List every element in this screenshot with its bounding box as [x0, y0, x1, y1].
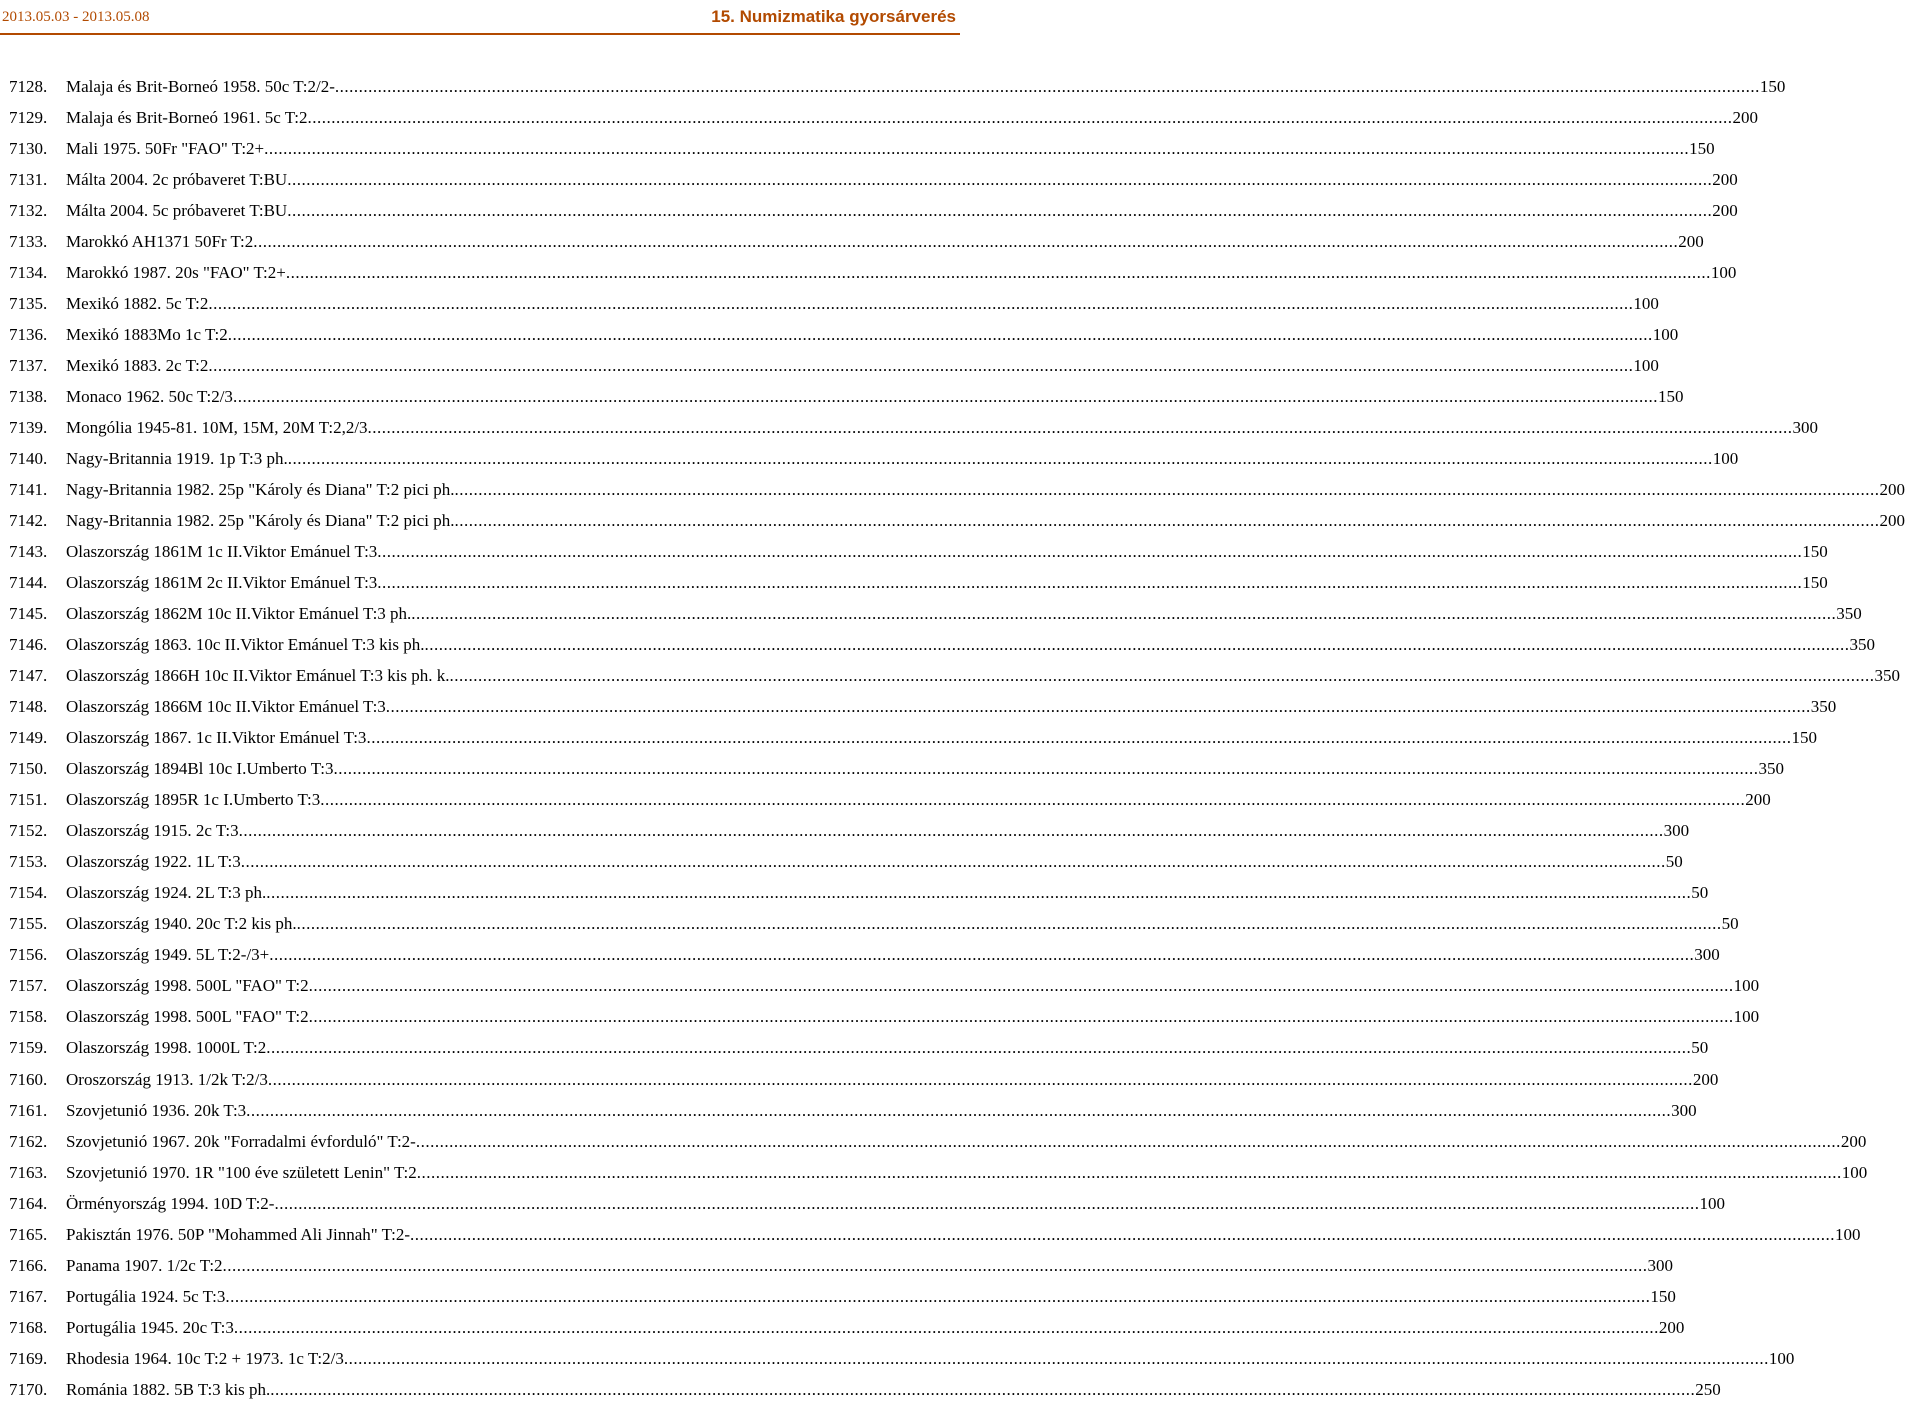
lot-description: Olaszország 1862M 10c II.Viktor Emánuel T:3 ph. — [66, 604, 412, 624]
lot-entry — [66, 226, 1704, 257]
lot-number: 7140. — [9, 449, 48, 469]
lot-row — [0, 288, 1659, 319]
lot-price: 100 — [1835, 1224, 1861, 1244]
lot-entry — [66, 815, 1690, 846]
lot-number: 7156. — [9, 945, 48, 965]
lot-row — [0, 629, 1876, 660]
dot-leader: ............................................................................................................................................................................................................................................................................................................ — [416, 1162, 1842, 1182]
lot-price: 100 — [1633, 294, 1659, 314]
lot-description: Olaszország 1895R 1c I.Umberto T:3 — [66, 790, 321, 810]
lot-description: Szovjetunió 1970. 1R "100 éve született Lenin" T:2 — [66, 1162, 417, 1182]
lot-description: Olaszország 1915. 2c T:3 — [66, 821, 239, 841]
lot-entry — [66, 257, 1737, 288]
lot-price: 100 — [1733, 1007, 1760, 1027]
lot-entry — [66, 753, 1784, 784]
lot-price: 100 — [1633, 356, 1659, 376]
lot-price: 50 — [1665, 852, 1683, 872]
lot-price: 350 — [1836, 604, 1862, 624]
lot-entry — [66, 102, 1759, 133]
lot-row — [0, 939, 1720, 970]
lot-description: Románia 1882. 5B T:3 kis ph. — [66, 1379, 271, 1399]
dot-leader: ............................................................................................................................................................................................................................................................................................................ — [246, 1100, 1672, 1120]
lot-description: Rhodesia 1964. 10c T:2 + 1973. 1c T:2/3 — [66, 1348, 344, 1368]
lot-number: 7138. — [9, 387, 48, 407]
lot-number: 7170. — [9, 1379, 48, 1399]
lot-price: 300 — [1694, 945, 1720, 965]
lot-row — [0, 598, 1862, 629]
lot-description: Marokkó 1987. 20s "FAO" T:2+ — [66, 263, 286, 283]
lot-number: 7166. — [9, 1255, 48, 1275]
lot-row — [0, 102, 1759, 133]
lot-entry — [66, 691, 1837, 722]
lot-price: 100 — [1841, 1162, 1868, 1182]
lot-number: 7152. — [9, 821, 48, 841]
dot-leader: ............................................................................................................................................................................................................................................................................................................ — [269, 945, 1695, 965]
lot-row — [0, 1312, 1685, 1343]
lot-number: 7148. — [9, 697, 48, 717]
lot-description: Oroszország 1913. 1/2k T:2/3 — [66, 1069, 268, 1089]
lot-entry — [66, 505, 1905, 536]
lot-number: 7145. — [9, 604, 48, 624]
lot-price: 300 — [1671, 1100, 1697, 1120]
lot-number: 7158. — [9, 1007, 48, 1027]
dot-leader: ............................................................................................................................................................................................................................................................................................................ — [343, 1348, 1769, 1368]
lot-entry — [66, 1001, 1760, 1032]
lot-number: 7164. — [9, 1193, 48, 1213]
lot-number: 7157. — [9, 976, 48, 996]
dot-leader: ............................................................................................................................................................................................................................................................................................................ — [308, 1007, 1734, 1027]
auction-date-range: 2013.05.03 - 2013.05.08 — [2, 8, 150, 25]
lot-price: 200 — [1879, 511, 1905, 531]
lot-row — [0, 722, 1817, 753]
lot-entry — [66, 939, 1720, 970]
lot-row — [0, 567, 1828, 598]
page-header — [0, 0, 960, 34]
lot-description: Szovjetunió 1967. 20k "Forradalmi évforduló" T:2- — [66, 1131, 416, 1151]
lot-price: 100 — [1712, 449, 1739, 469]
lot-price: 100 — [1733, 976, 1760, 996]
lot-number: 7151. — [9, 790, 48, 810]
lot-number: 7135. — [9, 294, 48, 314]
lot-price: 350 — [1758, 759, 1784, 779]
lot-number: 7149. — [9, 728, 48, 748]
lot-number: 7143. — [9, 542, 48, 562]
lot-description: Olaszország 1866M 10c II.Viktor Emánuel T:3 — [66, 697, 386, 717]
lot-number: 7129. — [9, 108, 48, 128]
lot-entry — [66, 970, 1760, 1001]
lot-price: 200 — [1692, 1069, 1719, 1089]
lot-row — [0, 846, 1683, 877]
lot-row — [0, 691, 1837, 722]
lot-description: Málta 2004. 2c próbaveret T:BU — [66, 170, 288, 190]
lot-row — [0, 1188, 1725, 1219]
dot-leader: ............................................................................................................................................................................................................................................................................................................ — [270, 1379, 1696, 1399]
dot-leader: ............................................................................................................................................................................................................................................................................................................ — [287, 201, 1713, 221]
dot-leader: ............................................................................................................................................................................................................................................................................................................ — [366, 728, 1792, 748]
lot-description: Marokkó AH1371 50Fr T:2 — [66, 232, 254, 252]
dot-leader: ............................................................................................................................................................................................................................................................................................................ — [410, 1224, 1836, 1244]
lot-entry — [66, 195, 1738, 226]
lot-number: 7142. — [9, 511, 48, 531]
lot-entry — [66, 288, 1659, 319]
lot-entry — [66, 567, 1828, 598]
lot-row — [0, 195, 1738, 226]
dot-leader: ............................................................................................................................................................................................................................................................................................................ — [296, 914, 1722, 934]
lot-number: 7161. — [9, 1100, 48, 1120]
lot-description: Olaszország 1863. 10c II.Viktor Emánuel T:3 kis ph. — [66, 635, 425, 655]
lot-description: Olaszország 1949. 5L T:2-/3+ — [66, 945, 270, 965]
lot-price: 150 — [1791, 728, 1817, 748]
dot-leader: ............................................................................................................................................................................................................................................................................................................ — [454, 480, 1880, 500]
lot-number: 7128. — [9, 77, 48, 96]
lot-description: Olaszország 1867. 1c II.Viktor Emánuel T:3 — [66, 728, 367, 748]
lot-description: Olaszország 1894Bl 10c I.Umberto T:3 — [66, 759, 334, 779]
lot-description: Monaco 1962. 50c T:2/3 — [66, 387, 233, 407]
lot-row — [0, 784, 1771, 815]
dot-leader: ............................................................................................................................................................................................................................................................................................................ — [227, 325, 1653, 345]
lot-row — [0, 71, 1786, 102]
lot-price: 200 — [1840, 1131, 1867, 1151]
lot-description: Malaja és Brit-Borneó 1958. 50c T:2/2- — [66, 77, 335, 96]
dot-leader: ............................................................................................................................................................................................................................................................................................................ — [454, 511, 1880, 531]
lot-description: Nagy-Britannia 1919. 1p T:3 ph. — [66, 449, 288, 469]
lot-entry — [66, 660, 1901, 691]
lot-row — [0, 474, 1905, 505]
lot-row — [0, 1095, 1697, 1126]
lot-row — [0, 1032, 1709, 1063]
lot-description: Malaja és Brit-Borneó 1961. 5c T:2 — [66, 108, 308, 128]
lot-row — [0, 1001, 1760, 1032]
lot-row — [0, 1157, 1868, 1188]
lot-price: 100 — [1652, 325, 1679, 345]
lot-entry — [66, 474, 1905, 505]
lot-entry — [66, 1250, 1674, 1281]
dot-leader: ............................................................................................................................................................................................................................................................................................................ — [385, 697, 1811, 717]
lot-description: Nagy-Britannia 1982. 25p "Károly és Diana" T:2 pici ph. — [66, 480, 455, 500]
lot-price: 100 — [1710, 263, 1737, 283]
auction-title: 15. Numizmatika gyorsárverés — [711, 7, 956, 26]
dot-leader: ............................................................................................................................................................................................................................................................................................................ — [377, 573, 1803, 593]
lot-number: 7139. — [9, 418, 48, 438]
dot-leader: ............................................................................................................................................................................................................................................................................................................ — [449, 666, 1875, 686]
lot-price: 150 — [1802, 542, 1828, 562]
lot-description: Mexikó 1883. 2c T:2 — [66, 356, 209, 376]
lot-number: 7168. — [9, 1317, 48, 1337]
lot-description: Olaszország 1924. 2L T:3 ph. — [66, 883, 267, 903]
lot-entry — [66, 1188, 1725, 1219]
lot-row — [0, 257, 1737, 288]
lot-price: 350 — [1849, 635, 1876, 655]
lot-entry — [66, 629, 1876, 660]
lot-entry — [66, 598, 1862, 629]
lot-description: Portugália 1924. 5c T:3 — [66, 1286, 226, 1306]
lot-description: Olaszország 1861M 2c II.Viktor Emánuel T:3 — [66, 573, 378, 593]
lot-price: 100 — [1768, 1348, 1795, 1368]
dot-leader: ............................................................................................................................................................................................................................................................................................................ — [208, 294, 1634, 314]
lot-entry — [66, 846, 1683, 877]
lot-row — [0, 1374, 1721, 1405]
lot-entry — [66, 1312, 1685, 1343]
dot-leader: ............................................................................................................................................................................................................................................................................................................ — [287, 449, 1713, 469]
dot-leader: ............................................................................................................................................................................................................................................................................................................ — [424, 635, 1850, 655]
lot-number: 7155. — [9, 914, 48, 934]
lot-row — [0, 505, 1905, 536]
lot-number: 7154. — [9, 883, 48, 903]
lot-price: 150 — [1650, 1286, 1676, 1306]
dot-leader: ............................................................................................................................................................................................................................................................................................................ — [266, 1038, 1692, 1058]
lot-price: 150 — [1657, 387, 1684, 407]
lot-price: 250 — [1695, 1379, 1721, 1399]
lot-number: 7144. — [9, 573, 48, 593]
dot-leader: ............................................................................................................................................................................................................................................................................................................ — [253, 232, 1679, 252]
lot-price: 200 — [1732, 108, 1759, 128]
lot-description: Portugália 1945. 20c T:3 — [66, 1317, 234, 1337]
lot-row — [0, 350, 1659, 381]
lot-price: 200 — [1712, 201, 1738, 221]
dot-leader: ............................................................................................................................................................................................................................................................................................................ — [238, 821, 1664, 841]
lot-entry — [66, 1281, 1676, 1312]
lot-description: Olaszország 1922. 1L T:3 — [66, 852, 241, 872]
lot-entry — [66, 536, 1828, 567]
dot-leader: ............................................................................................................................................................................................................................................................................................................ — [377, 542, 1803, 562]
lot-price: 350 — [1874, 666, 1901, 686]
lot-description: Mexikó 1883Mo 1c T:2 — [66, 325, 228, 345]
lot-row — [0, 133, 1715, 164]
dot-leader: ............................................................................................................................................................................................................................................................................................................ — [232, 387, 1658, 407]
dot-leader: ............................................................................................................................................................................................................................................................................................................ — [267, 1069, 1693, 1089]
lot-row — [0, 226, 1704, 257]
lot-entry — [66, 877, 1709, 908]
lot-entry — [66, 71, 1786, 102]
lot-row — [0, 1219, 1861, 1250]
lot-number: 7147. — [9, 666, 48, 686]
lot-entry — [66, 722, 1817, 753]
lot-number: 7163. — [9, 1162, 48, 1182]
dot-leader: ............................................................................................................................................................................................................................................................................................................ — [222, 1255, 1648, 1275]
lot-row — [0, 412, 1819, 443]
lot-row — [0, 381, 1684, 412]
dot-leader: ............................................................................................................................................................................................................................................................................................................ — [225, 1286, 1651, 1306]
lot-entry — [66, 1343, 1795, 1374]
lot-description: Mali 1975. 50Fr "FAO" T:2+ — [66, 139, 265, 159]
lot-row — [0, 753, 1784, 784]
lot-description: Olaszország 1998. 500L "FAO" T:2 — [66, 1007, 309, 1027]
lot-price: 50 — [1691, 883, 1709, 903]
dot-leader: ............................................................................................................................................................................................................................................................................................................ — [333, 759, 1759, 779]
lot-list — [0, 71, 1905, 1405]
lot-number: 7146. — [9, 635, 48, 655]
lot-price: 200 — [1879, 480, 1905, 500]
lot-number: 7150. — [9, 759, 48, 779]
lot-number: 7141. — [9, 480, 48, 500]
lot-entry — [66, 1219, 1861, 1250]
lot-row — [0, 877, 1709, 908]
lot-description: Olaszország 1998. 500L "FAO" T:2 — [66, 976, 309, 996]
lot-number: 7133. — [9, 232, 48, 252]
lot-description: Olaszország 1940. 20c T:2 kis ph. — [66, 914, 297, 934]
lot-description: Pakisztán 1976. 50P "Mohammed Ali Jinnah" T:2- — [66, 1224, 411, 1244]
lot-row — [0, 908, 1739, 939]
lot-entry — [66, 319, 1679, 350]
header-divider — [0, 33, 960, 35]
lot-description: Olaszország 1998. 1000L T:2 — [66, 1038, 267, 1058]
lot-price: 200 — [1745, 790, 1771, 810]
lot-price: 350 — [1810, 697, 1837, 717]
lot-number: 7136. — [9, 325, 48, 345]
lot-row — [0, 164, 1738, 195]
lot-entry — [66, 784, 1771, 815]
dot-leader: ............................................................................................................................................................................................................................................................................................................ — [411, 604, 1837, 624]
lot-price: 200 — [1712, 170, 1738, 190]
lot-price: 300 — [1792, 418, 1819, 438]
lot-row — [0, 815, 1690, 846]
lot-row — [0, 443, 1739, 474]
lot-entry — [66, 908, 1739, 939]
lot-description: Mexikó 1882. 5c T:2 — [66, 294, 209, 314]
lot-row — [0, 970, 1760, 1001]
lot-row — [0, 1064, 1719, 1095]
lot-number: 7169. — [9, 1348, 48, 1368]
dot-leader: ............................................................................................................................................................................................................................................................................................................ — [266, 883, 1692, 903]
lot-description: Panama 1907. 1/2c T:2 — [66, 1255, 223, 1275]
lot-entry — [66, 164, 1738, 195]
lot-entry — [66, 133, 1715, 164]
dot-leader: ............................................................................................................................................................................................................................................................................................................ — [240, 852, 1666, 872]
lot-number: 7137. — [9, 356, 48, 376]
lot-number: 7159. — [9, 1038, 48, 1058]
lot-entry — [66, 1064, 1719, 1095]
lot-row — [0, 319, 1679, 350]
lot-entry — [66, 412, 1819, 443]
lot-row — [0, 660, 1901, 691]
lot-description: Olaszország 1866H 10c II.Viktor Emánuel T:3 kis ph. k. — [66, 666, 450, 686]
dot-leader: ............................................................................................................................................................................................................................................................................................................ — [274, 1193, 1700, 1213]
dot-leader: ............................................................................................................................................................................................................................................................................................................ — [320, 790, 1746, 810]
lot-description: Mongólia 1945-81. 10M, 15M, 20M T:2,2/3 — [66, 418, 368, 438]
lot-price: 150 — [1802, 573, 1828, 593]
lot-price: 300 — [1647, 1255, 1674, 1275]
lot-row — [0, 1126, 1867, 1157]
lot-number: 7130. — [9, 139, 48, 159]
lot-row — [0, 1250, 1674, 1281]
lot-entry — [66, 443, 1739, 474]
dot-leader: ............................................................................................................................................................................................................................................................................................................ — [307, 108, 1733, 128]
lot-price: 200 — [1678, 232, 1704, 252]
lot-number: 7167. — [9, 1286, 48, 1306]
lot-description: Szovjetunió 1936. 20k T:3 — [66, 1100, 247, 1120]
lot-price: 300 — [1663, 821, 1690, 841]
lot-price: 150 — [1689, 139, 1715, 159]
lot-row — [0, 1343, 1795, 1374]
lot-number: 7153. — [9, 852, 48, 872]
lot-number: 7134. — [9, 263, 48, 283]
lot-entry — [66, 1374, 1721, 1405]
dot-leader: ............................................................................................................................................................................................................................................................................................................ — [308, 976, 1734, 996]
lot-number: 7160. — [9, 1069, 48, 1089]
dot-leader: ............................................................................................................................................................................................................................................................................................................ — [233, 1317, 1659, 1337]
lot-price: 200 — [1658, 1317, 1685, 1337]
lot-price: 50 — [1691, 1038, 1709, 1058]
dot-leader: ............................................................................................................................................................................................................................................................................................................ — [334, 77, 1760, 96]
lot-description: Málta 2004. 5c próbaveret T:BU — [66, 201, 288, 221]
lot-price: 150 — [1759, 77, 1786, 96]
lot-number: 7165. — [9, 1224, 48, 1244]
dot-leader: ............................................................................................................................................................................................................................................................................................................ — [208, 356, 1634, 376]
dot-leader: ............................................................................................................................................................................................................................................................................................................ — [367, 418, 1793, 438]
lot-entry — [66, 1032, 1709, 1063]
lot-row — [0, 1281, 1676, 1312]
lot-price: 50 — [1721, 914, 1739, 934]
lot-entry — [66, 381, 1684, 412]
lot-description: Nagy-Britannia 1982. 25p "Károly és Diana" T:2 pici ph. — [66, 511, 455, 531]
lot-description: Örményország 1994. 10D T:2- — [66, 1193, 275, 1213]
lot-entry — [66, 1095, 1697, 1126]
lot-description: Olaszország 1861M 1c II.Viktor Emánuel T:3 — [66, 542, 378, 562]
lot-entry — [66, 1157, 1868, 1188]
lot-row — [0, 536, 1828, 567]
dot-leader: ............................................................................................................................................................................................................................................................................................................ — [285, 263, 1711, 283]
lot-number: 7131. — [9, 170, 48, 190]
lot-entry — [66, 1126, 1867, 1157]
dot-leader: ............................................................................................................................................................................................................................................................................................................ — [264, 139, 1690, 159]
dot-leader: ............................................................................................................................................................................................................................................................................................................ — [287, 170, 1713, 190]
lot-number: 7132. — [9, 201, 48, 221]
lot-number: 7162. — [9, 1131, 48, 1151]
dot-leader: ............................................................................................................................................................................................................................................................................................................ — [415, 1131, 1841, 1151]
lot-price: 100 — [1699, 1193, 1725, 1213]
lot-entry — [66, 350, 1659, 381]
